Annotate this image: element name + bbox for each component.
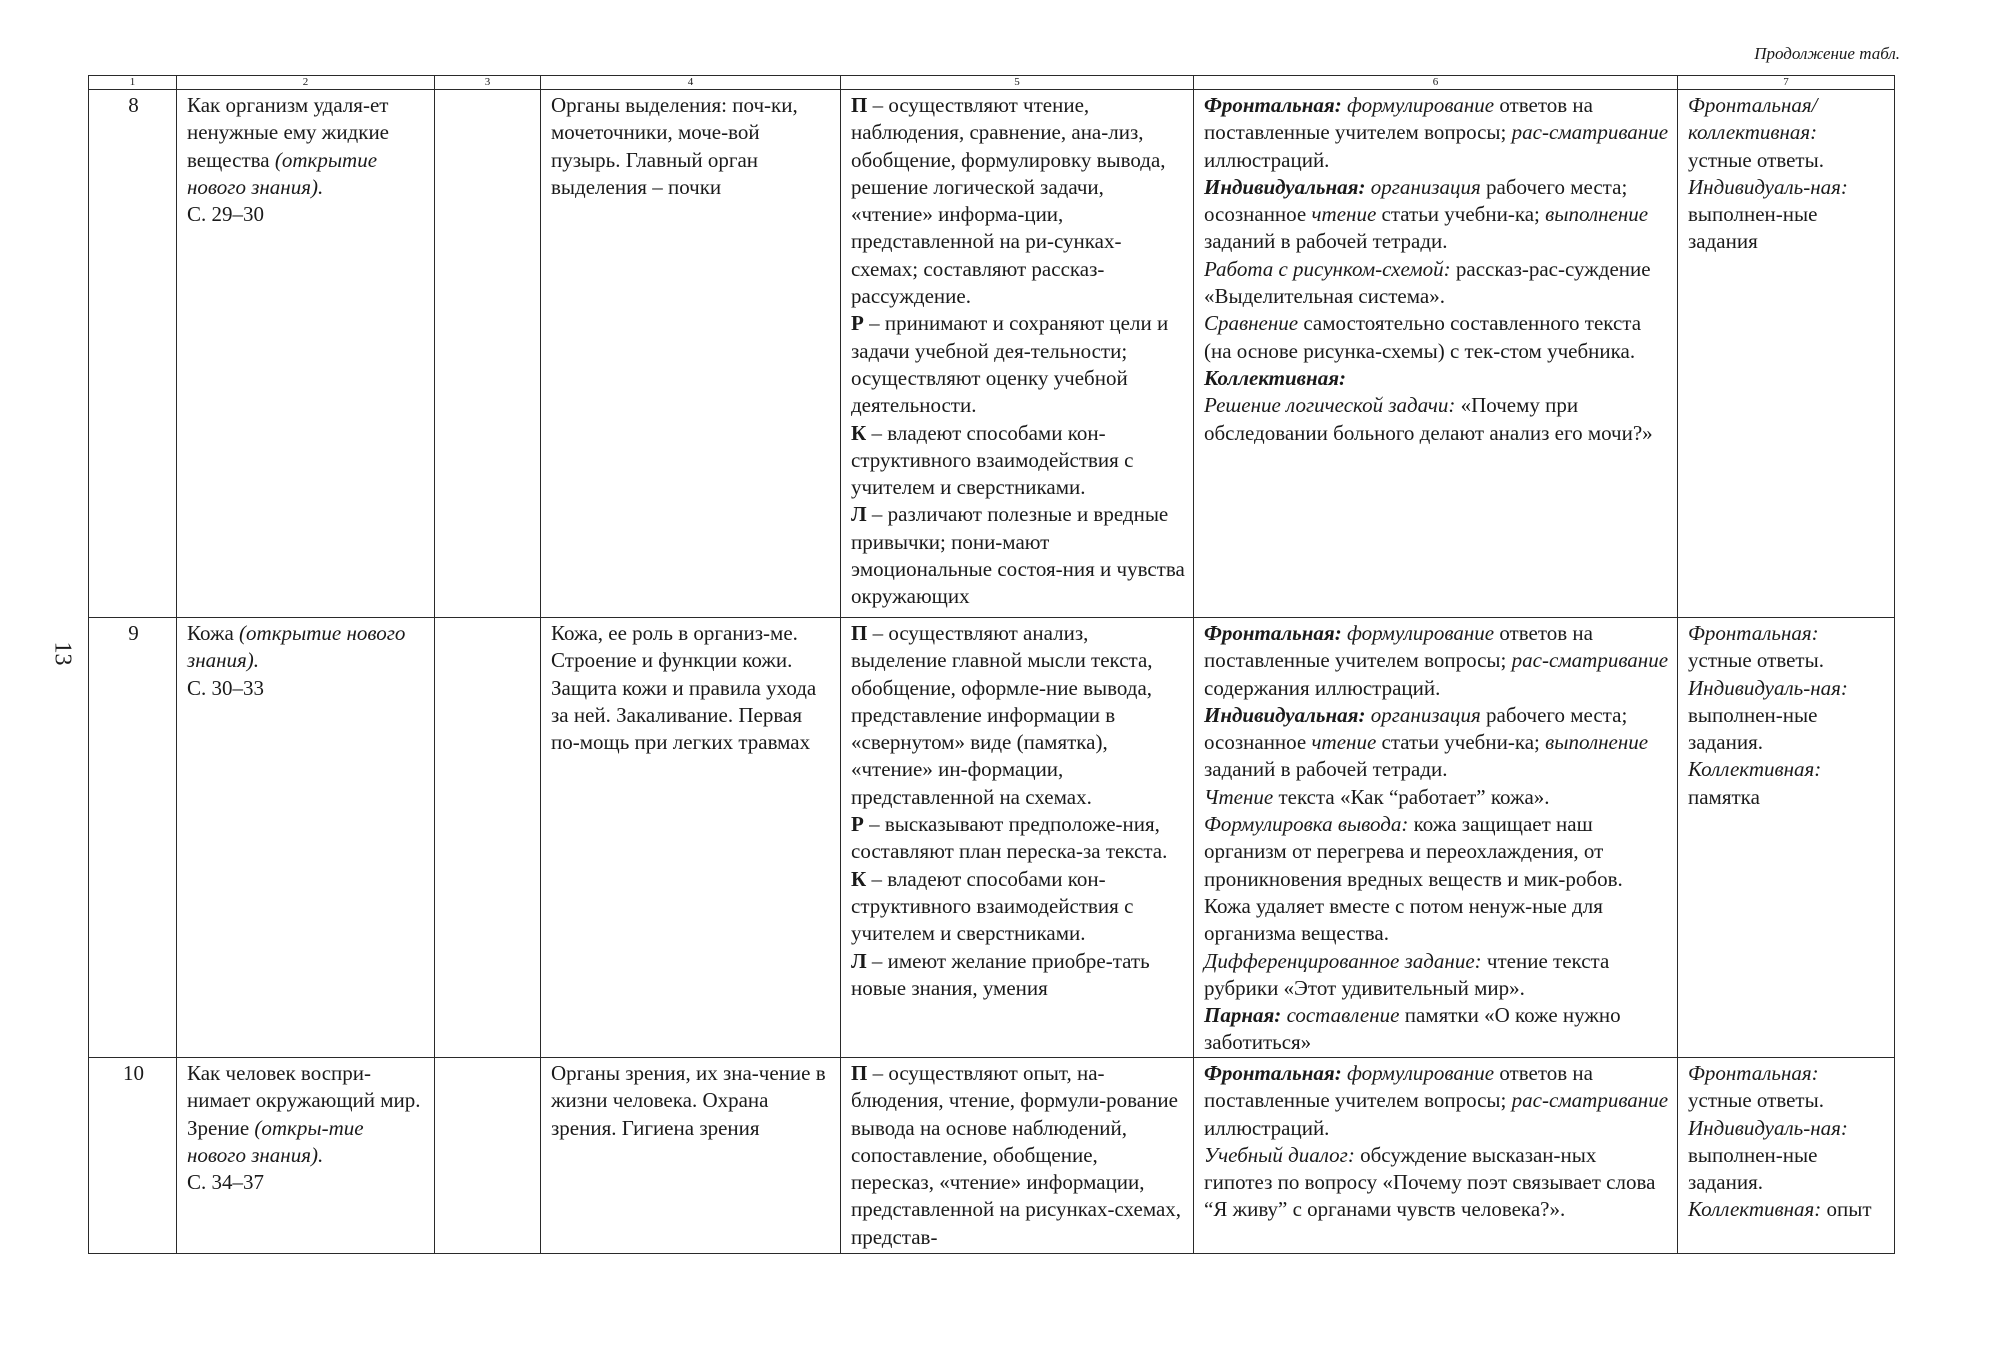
lesson-content: Органы выделения: поч-ки, мочеточники, моче-вой пузырь. Главный орган выделения – почки	[541, 90, 841, 618]
outcome-letter: Л	[851, 948, 867, 973]
activity-text: «Почему при обследовании больного делают анализ его мочи?»	[1204, 393, 1653, 445]
outcome-text: – высказывают предположе-ния, составляют план переска-за текста.	[851, 812, 1168, 864]
activity-text: чтение текста рубрики «Этот удивительный мир».	[1204, 948, 1610, 1000]
outcome-letter: Л	[851, 502, 867, 527]
assessment-text: Индивидуаль-ная:	[1688, 1115, 1848, 1140]
activity-form-label: Коллективная:	[1204, 365, 1347, 390]
activity-text: выполнение	[1545, 202, 1649, 227]
lesson-number: 9	[89, 618, 177, 1058]
activity-text: иллюстраций.	[1204, 147, 1330, 172]
table-row	[89, 1058, 1895, 1254]
activity-text: чтение	[1311, 202, 1377, 227]
lesson-topic-cell	[177, 618, 435, 1058]
activity-text: выполнение	[1545, 730, 1649, 755]
assessment-text: устные ответы.	[1688, 147, 1824, 172]
activity-text: организация	[1365, 702, 1481, 727]
activity-item	[1204, 1142, 1669, 1224]
column-header: 2	[177, 76, 435, 90]
activity-text: памятки «О коже нужно заботиться»	[1204, 1003, 1621, 1055]
activity-text: чтение	[1311, 730, 1377, 755]
outcome-item	[851, 420, 1185, 502]
activity-forms-cell	[1194, 1058, 1678, 1254]
activity-item	[1204, 392, 1669, 447]
lesson-type: (открытие нового знания).	[187, 147, 378, 199]
activity-text: заданий в рабочей тетради.	[1204, 229, 1448, 254]
textbook-pages: С. 29–30	[187, 202, 265, 227]
assessment-cell	[1678, 618, 1895, 1058]
assessment-text: опыт	[1821, 1197, 1872, 1222]
column-number-header-row	[89, 76, 1895, 90]
activity-text: статьи учебни-ка;	[1376, 730, 1546, 755]
outcome-text: – принимают и сохраняют цели и задачи учебной дея-тельности; осуществляют оценку учебной деятельности.	[851, 311, 1169, 418]
lesson-topic: Как человек воспри-нимает окружающий мир. Зрение	[187, 1061, 421, 1140]
activity-form-label: Индивидуальная:	[1204, 702, 1366, 727]
activity-text: Чтение	[1204, 784, 1274, 809]
activity-text: организация	[1365, 174, 1481, 199]
outcome-item	[851, 620, 1185, 811]
activity-text: рассказ-рас-суждение «Выделительная система».	[1204, 256, 1651, 309]
page-number: 13	[49, 641, 76, 666]
empty-cell	[435, 1058, 541, 1254]
column-header: 4	[541, 76, 841, 90]
activity-text: Сравнение	[1204, 311, 1299, 336]
activity-text: рабочего места; осознанное	[1204, 702, 1628, 755]
outcome-item	[851, 866, 1185, 948]
assessment-text: Коллективная:	[1688, 1197, 1822, 1222]
empty-cell	[435, 90, 541, 618]
outcome-item	[851, 948, 1185, 1003]
outcome-letter: Р	[851, 812, 864, 837]
outcome-letter: К	[851, 866, 867, 891]
column-header: 1	[89, 76, 177, 90]
column-header: 3	[435, 76, 541, 90]
assessment-cell	[1678, 1058, 1895, 1254]
assessment-text: Фронтальная/ коллективная:	[1688, 93, 1818, 145]
column-header: 7	[1678, 76, 1895, 90]
assessment-text: устные ответы.	[1688, 1088, 1824, 1113]
assessment-text: Коллективная:	[1688, 757, 1822, 782]
outcome-text: – различают полезные и вредные привычки; пони-мают эмоциональные состоя-ния и чувства окружающих	[851, 502, 1185, 609]
lesson-topic-cell	[177, 1058, 435, 1254]
learning-outcomes-cell	[841, 1058, 1194, 1254]
assessment-text: памятка	[1688, 784, 1760, 809]
learning-outcomes-cell	[841, 618, 1194, 1058]
outcome-item	[851, 92, 1185, 310]
lesson-type: (откры-тие нового знания).	[187, 1115, 364, 1167]
lesson-topic: Кожа	[187, 621, 234, 645]
assessment-text: Фронтальная:	[1688, 1061, 1819, 1085]
activity-text: Работа с рисунком-схемой:	[1204, 256, 1451, 281]
assessment-text: выполнен-ные задания	[1688, 202, 1818, 254]
activity-item	[1204, 92, 1669, 174]
lesson-type: (открытие нового знания).	[187, 621, 406, 673]
activity-text: ответов на поставленные учителем вопросы;	[1204, 93, 1593, 145]
table-row	[89, 618, 1895, 1058]
outcome-item	[851, 310, 1185, 419]
assessment-text: Индивидуаль-ная:	[1688, 675, 1848, 700]
outcome-item	[851, 811, 1185, 866]
activity-item	[1204, 948, 1669, 1003]
outcome-item	[851, 501, 1185, 610]
activity-text: кожа защищает наш организм от перегрева и переохлаждения, от проникновения вредных веществ и мик-робов. Кожа удаляет вместе с потом ненуж-ные для организма вещества.	[1204, 812, 1623, 946]
activity-text: рас-сматривание	[1511, 1088, 1669, 1113]
lesson-topic-cell	[177, 90, 435, 618]
outcome-letter: П	[851, 93, 868, 117]
outcome-text: – владеют способами кон-структивного взаимодействия с учителем и сверстниками.	[851, 420, 1134, 500]
outcome-item	[851, 1060, 1185, 1251]
activity-item	[1204, 1060, 1669, 1142]
activity-text: заданий в рабочей тетради.	[1204, 757, 1448, 782]
activity-text: рабочего места; осознанное	[1204, 174, 1628, 227]
outcome-text: – осуществляют чтение, наблюдения, сравнение, ана-лиз, обобщение, формулировку вывода, решение логической задачи, «чтение» информа-ции, представленной на ри-сунках-схемах; составляют рассказ-рассуждение.	[851, 93, 1166, 309]
activity-item	[1204, 174, 1669, 256]
empty-cell	[435, 618, 541, 1058]
activity-text: Учебный диалог:	[1204, 1142, 1355, 1167]
lesson-topic: Как организм удаля-ет ненужные ему жидкие вещества	[187, 93, 390, 172]
outcome-letter: К	[851, 420, 867, 445]
lesson-number: 8	[89, 90, 177, 618]
activity-text: содержания иллюстраций.	[1204, 675, 1441, 700]
outcome-letter: Р	[851, 311, 864, 336]
activity-text: текста «Как “работает” кожа».	[1273, 784, 1550, 809]
lesson-content: Органы зрения, их зна-чение в жизни человека. Охрана зрения. Гигиена зрения	[541, 1058, 841, 1254]
assessment-text: Индивидуаль-ная:	[1688, 174, 1848, 199]
activity-text: составление	[1281, 1003, 1400, 1028]
textbook-pages: С. 34–37	[187, 1170, 265, 1195]
activity-forms-cell	[1194, 90, 1678, 618]
outcome-text: – имеют желание приобре-тать новые знания, умения	[851, 948, 1150, 1000]
activity-item	[1204, 784, 1669, 811]
outcome-text: – владеют способами кон-структивного взаимодействия с учителем и сверстниками.	[851, 866, 1134, 946]
lesson-plan-table	[88, 75, 1895, 1254]
activity-text: формулирование	[1341, 1061, 1495, 1085]
activity-text: статьи учебни-ка;	[1376, 202, 1546, 227]
activity-form-label: Парная:	[1204, 1003, 1282, 1028]
textbook-pages: С. 30–33	[187, 675, 265, 700]
outcome-letter: П	[851, 621, 868, 645]
activity-item	[1204, 310, 1669, 365]
activity-text: ответов на поставленные учителем вопросы;	[1204, 621, 1593, 673]
activity-form-label: Фронтальная:	[1204, 93, 1342, 117]
activity-item	[1204, 256, 1669, 311]
activity-item	[1204, 811, 1669, 947]
assessment-text: выполнен-ные задания.	[1688, 1142, 1818, 1195]
activity-item	[1204, 620, 1669, 702]
activity-text: рас-сматривание	[1511, 120, 1669, 145]
activity-forms-cell	[1194, 618, 1678, 1058]
table-row	[89, 90, 1895, 618]
outcome-letter: П	[851, 1061, 868, 1085]
activity-text: формулирование	[1341, 93, 1495, 117]
assessment-text: выполнен-ные задания.	[1688, 702, 1818, 755]
activity-form-label: Фронтальная:	[1204, 621, 1342, 645]
assessment-text: Фронтальная:	[1688, 621, 1819, 645]
activity-text: обсуждение высказан-ных гипотез по вопросу «Почему поэт связывает слова “Я живу” с органами чувств человека?».	[1204, 1142, 1656, 1222]
lesson-number: 10	[89, 1058, 177, 1254]
activity-text: рас-сматривание	[1511, 648, 1669, 673]
activity-text: ответов на поставленные учителем вопросы;	[1204, 1061, 1593, 1113]
activity-text: формулирование	[1341, 621, 1495, 645]
activity-item	[1204, 365, 1669, 392]
table-continuation-caption: Продолжение табл.	[1754, 44, 1900, 63]
activity-text: иллюстраций.	[1204, 1115, 1330, 1140]
activity-text: Дифференцированное задание:	[1204, 948, 1482, 973]
activity-form-label: Индивидуальная:	[1204, 174, 1366, 199]
outcome-text: – осуществляют анализ, выделение главной мысли текста, обобщение, оформле-ние вывода, представление информации в «свернутом» виде (памятка), «чтение» ин-формации, представленной на схемах.	[851, 621, 1153, 809]
learning-outcomes-cell	[841, 90, 1194, 618]
activity-text: Формулировка вывода:	[1204, 812, 1409, 837]
column-header: 6	[1194, 76, 1678, 90]
assessment-cell	[1678, 90, 1895, 618]
activity-form-label: Фронтальная:	[1204, 1061, 1342, 1085]
activity-text: Решение логической задачи:	[1204, 393, 1456, 418]
activity-item	[1204, 1002, 1669, 1057]
activity-text: самостоятельно составленного текста (на основе рисунка-схемы) с тек-стом учебника.	[1204, 311, 1642, 363]
outcome-text: – осуществляют опыт, на-блюдения, чтение, формули-рование вывода на основе наблюдений, сопоставление, обобщение, пересказ, «чтение» информации, представленной на рисунках-схемах, представ-	[851, 1061, 1182, 1249]
lesson-content: Кожа, ее роль в организ-ме. Строение и функции кожи. Защита кожи и правила ухода за ней. Закаливание. Первая по-мощь при легких травмах	[541, 618, 841, 1058]
activity-item	[1204, 702, 1669, 784]
assessment-text: устные ответы.	[1688, 648, 1824, 673]
column-header: 5	[841, 76, 1194, 90]
